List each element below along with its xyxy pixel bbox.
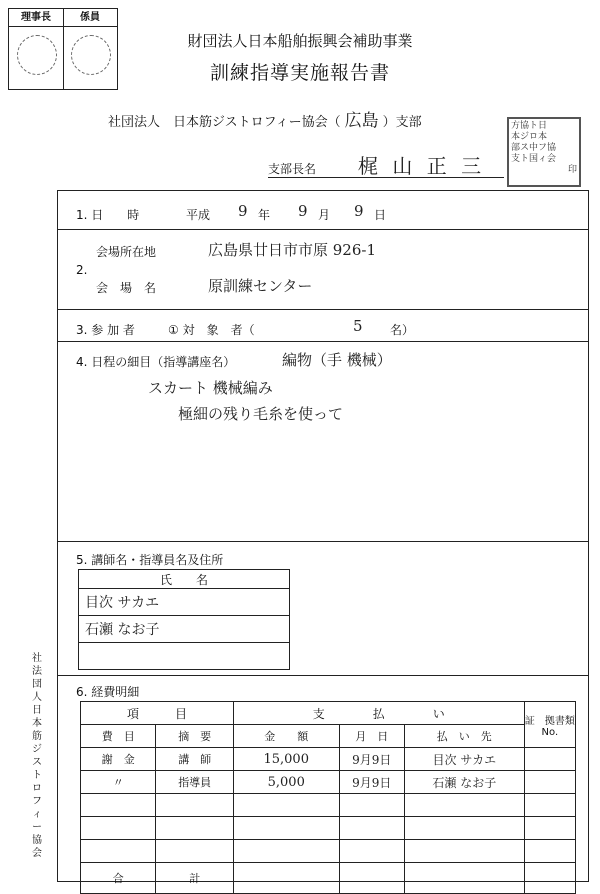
staff-label: 係員: [63, 9, 117, 27]
table-row: [81, 771, 576, 794]
chief-underline: [268, 177, 504, 178]
expense-category: [81, 794, 156, 817]
total-label-b: 計: [156, 863, 233, 894]
expense-category: [81, 840, 156, 863]
description-header: 摘 要: [156, 725, 233, 748]
report-title: 訓練指導実施報告書: [209, 62, 390, 84]
expense-amount: [233, 817, 339, 840]
date-year: 9: [238, 202, 248, 220]
org-branch: 広島: [344, 111, 379, 131]
row-divider: [58, 229, 588, 230]
expense-description: [156, 840, 233, 863]
expense-amount: [233, 794, 339, 817]
instructors-table: [78, 569, 290, 670]
era-label: 平成: [186, 208, 211, 222]
expense-category: [81, 817, 156, 840]
expense-date: [339, 794, 404, 817]
instructor-name: [79, 643, 290, 670]
venue-address-label: 会場所在地: [96, 245, 157, 259]
expense-amount: [233, 840, 339, 863]
schedule-line-1: スカート 機械編み: [148, 379, 273, 397]
report-form: [57, 190, 589, 885]
instructors-label: 5. 講師名・指導員名及住所: [76, 553, 224, 567]
table-row: [81, 817, 576, 840]
stamp-line: 支ト国ィ会: [511, 154, 557, 164]
expense-date: 9月9日: [339, 748, 404, 771]
participants-target: ① 対 象 者（: [168, 323, 255, 337]
expense-amount: 5,000: [233, 771, 339, 794]
expense-payee: [404, 840, 524, 863]
branch-stamp: [507, 117, 581, 187]
expense-evidence: [524, 771, 575, 794]
org-prefix: 社団法人 日本筋ジストロフィー協会（: [108, 115, 341, 130]
total-amount: [233, 863, 339, 894]
row-divider: [58, 309, 588, 310]
expense-description: [156, 817, 233, 840]
date-day: 9: [354, 202, 364, 220]
expense-date: [339, 840, 404, 863]
total-label-a: 合: [81, 863, 156, 894]
payee-header: 払 い 先: [404, 725, 524, 748]
instructor-name: 目次 サカエ: [79, 589, 290, 616]
sponsor-title: 財団法人日本船舶振興会補助事業: [187, 32, 413, 50]
expense-date: 9月9日: [339, 771, 404, 794]
venue-address-value: 広島県廿日市市原 926-1: [208, 241, 377, 259]
schedule-label: 4. 日程の細目（指導講座名）: [76, 355, 236, 369]
expense-evidence: [524, 817, 575, 840]
expense-amount: 15,000: [233, 748, 339, 771]
row-divider: [58, 541, 588, 542]
chief-label: 支部長名: [268, 162, 317, 176]
total-date: [339, 863, 404, 894]
expense-date: [339, 817, 404, 840]
org-suffix: ）支部: [382, 115, 422, 130]
expense-payee: [404, 817, 524, 840]
month-unit: 月: [318, 208, 331, 222]
total-evidence: [524, 863, 575, 894]
organization-line: [108, 106, 422, 131]
chief-name: 梶 山 正 三: [358, 154, 486, 178]
row-divider: [58, 341, 588, 342]
expenses-table: [80, 701, 576, 894]
total-row: [81, 863, 576, 894]
chairman-label: 理事長: [9, 9, 64, 27]
stamp-line: 印: [567, 165, 577, 175]
course-name: 編物（手 機械）: [282, 351, 392, 369]
expense-payee: 目次 サカエ: [404, 748, 524, 771]
expense-category: 謝 金: [81, 748, 156, 771]
participants-unit: 名）: [390, 323, 415, 337]
venue-name-value: 原訓練センター: [208, 277, 313, 295]
year-unit: 年: [258, 208, 271, 222]
table-row: [81, 794, 576, 817]
instructors-header: 氏 名: [79, 570, 290, 589]
payment-header: 支 払 い: [233, 702, 524, 725]
table-row: [81, 748, 576, 771]
expense-evidence: [524, 748, 575, 771]
participants-label: 3. 参 加 者: [76, 323, 135, 337]
day-unit: 日: [374, 208, 387, 222]
venue-name-label: 会 場 名: [96, 281, 157, 295]
category-header: 費 目: [81, 725, 156, 748]
expense-evidence: [524, 840, 575, 863]
instructor-name: 石瀬 なお子: [79, 616, 290, 643]
evidence-header: 証 拠書類No.: [524, 702, 575, 748]
item-header: 項 目: [81, 702, 234, 725]
expenses-label: 6. 経費明細: [76, 685, 140, 699]
stamp-line: 本ジロ本: [511, 132, 548, 142]
date-month: 9: [298, 202, 308, 220]
expense-description: [156, 794, 233, 817]
expense-description: 講 師: [156, 748, 233, 771]
expense-payee: [404, 794, 524, 817]
date-header: 月 日: [339, 725, 404, 748]
amount-header: 金 額: [233, 725, 339, 748]
total-payee: [404, 863, 524, 894]
side-organization-text: 社法団人日本筋ジストロフィー協会: [32, 653, 42, 859]
expense-evidence: [524, 794, 575, 817]
table-row: [81, 840, 576, 863]
stamp-line: 方協ト日: [511, 121, 548, 131]
venue-section-number: 2.: [76, 263, 88, 277]
participants-count: 5: [353, 317, 363, 335]
schedule-line-2: 極細の残り毛糸を使って: [178, 405, 344, 423]
expense-category: 〃: [81, 771, 156, 794]
stamp-line: 部ス中フ協: [511, 143, 557, 153]
expense-description: 指導員: [156, 771, 233, 794]
row-divider: [58, 675, 588, 676]
expense-payee: 石瀬 なお子: [404, 771, 524, 794]
date-label: 1. 日 時: [76, 208, 140, 222]
